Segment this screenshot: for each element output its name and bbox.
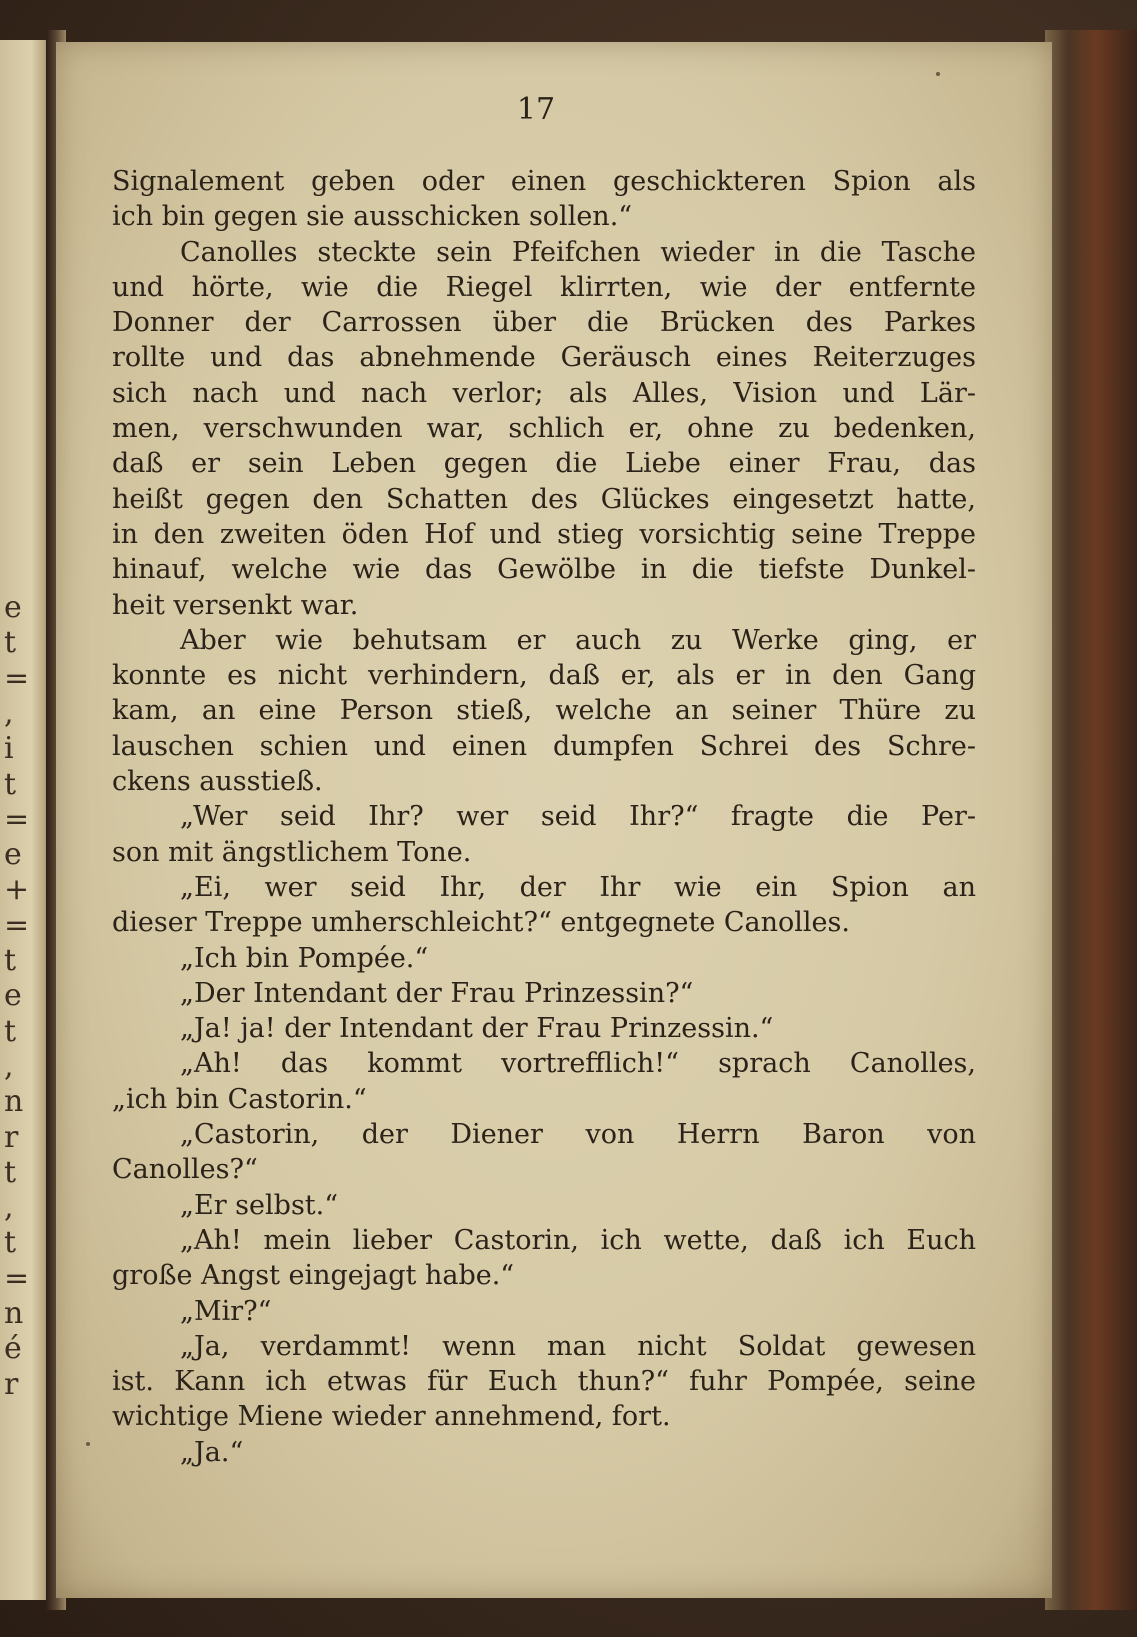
- text-line: Signalement geben oder einen geschickteren Spion als: [112, 166, 976, 197]
- text-line: daß er sein Leben gegen die Liebe einer Frau, das: [112, 448, 976, 480]
- text-line: „Ich bin Pompée.“: [180, 942, 429, 974]
- facing-page-char: ,: [4, 1190, 14, 1226]
- paper-speck: [936, 72, 940, 76]
- text-line: „Castorin, der Diener von Herrn Baron von: [180, 1119, 976, 1151]
- facing-page-char: e: [4, 837, 22, 873]
- text-line: „Der Intendant der Frau Prinzessin?“: [180, 977, 694, 1009]
- text-line: in den zweiten öden Hof und stieg vorsichtig seine Treppe: [112, 518, 976, 550]
- text-line: „Ah! das kommt vortrefflich!“ sprach Canolles,: [180, 1048, 976, 1080]
- facing-page-char: =: [4, 660, 30, 696]
- text-line: heißt gegen den Schatten des Glückes eingesetzt hatte,: [112, 483, 976, 515]
- text-line: „Ja! ja! der Intendant der Frau Prinzessin.“: [180, 1013, 774, 1045]
- text-line: lauschen schien und einen dumpfen Schrei des Schre-: [112, 730, 976, 762]
- book-page: [56, 42, 1052, 1598]
- text-line: Aber wie behutsam er auch zu Werke ging, er: [180, 624, 976, 656]
- text-line: „Mir?“: [180, 1295, 272, 1327]
- facing-page-char: t: [4, 943, 17, 978]
- facing-page-char: t: [4, 766, 17, 802]
- facing-page-char: r: [4, 1366, 19, 1402]
- text-line: „Ja.“: [180, 1436, 244, 1468]
- facing-page-char: t: [4, 625, 17, 661]
- text-line: ist. Kann ich etwas für Euch thun?“ fuhr Pompée, seine: [112, 1366, 976, 1398]
- text-line: konnte es nicht verhindern, daß er, als er in den Gang: [112, 660, 976, 692]
- facing-page-char: =: [4, 801, 30, 837]
- facing-page-char: n: [4, 1084, 24, 1120]
- facing-page-char: é: [4, 1331, 22, 1367]
- text-line: „Wer seid Ihr? wer seid Ihr?“ fragte die Per-: [180, 801, 976, 833]
- facing-page-char: e: [4, 590, 22, 625]
- text-line: „Ah! mein lieber Castorin, ich wette, daß ich Euch: [180, 1224, 976, 1256]
- text-line: ckens ausstieß.: [112, 766, 323, 798]
- facing-page-char: +: [4, 872, 30, 908]
- text-line: wichtige Miene wieder annehmend, fort.: [112, 1401, 671, 1433]
- facing-page-char: =: [4, 907, 30, 943]
- text-line: „Er selbst.“: [180, 1189, 339, 1221]
- text-line: kam, an eine Person stieß, welche an seiner Thüre zu: [112, 695, 976, 727]
- facing-page-char: =: [4, 1260, 30, 1296]
- page-text: [112, 164, 976, 1470]
- facing-page-char: t: [4, 1154, 17, 1190]
- book-cover-edge: [1045, 30, 1137, 1610]
- paper-speck: [86, 1442, 90, 1446]
- text-line: ich bin gegen sie ausschicken sollen.“: [112, 201, 633, 233]
- text-line: son mit ängstlichem Tone.: [112, 836, 472, 868]
- facing-page-char: t: [4, 1225, 17, 1261]
- text-line: dieser Treppe umherschleicht?“ entgegnete Canolles.: [112, 907, 850, 939]
- text-line: große Angst eingejagt habe.“: [112, 1260, 515, 1292]
- facing-page-char: e: [4, 978, 22, 1014]
- text-line: „ich bin Castorin.“: [112, 1083, 367, 1115]
- facing-page-char: n: [4, 1296, 24, 1331]
- facing-page-char: ,: [4, 695, 14, 731]
- text-line: heit versenkt war.: [112, 589, 359, 621]
- text-line: rollte und das abnehmende Geräusch eines Reiterzuges: [112, 342, 976, 374]
- facing-page-edge: [0, 40, 52, 1600]
- text-line: men, verschwunden war, schlich er, ohne zu bedenken,: [112, 413, 976, 445]
- text-line: hinauf, welche wie das Gewölbe in die tiefste Dunkel-: [112, 554, 976, 586]
- facing-page-char: t: [4, 1013, 17, 1049]
- text-line: sich nach und nach verlor; als Alles, Vision und Lär-: [112, 377, 976, 409]
- text-line: „Ei, wer seid Ihr, der Ihr wie ein Spion an: [180, 871, 976, 903]
- text-line: Donner der Carrossen über die Brücken des Parkes: [112, 307, 976, 339]
- facing-page-char: r: [4, 1119, 19, 1155]
- page-number: 17: [516, 92, 556, 127]
- text-line: und hörte, wie die Riegel klirrten, wie der entfernte: [112, 271, 976, 303]
- text-line: „Ja, verdammt! wenn man nicht Soldat gewesen: [180, 1330, 976, 1362]
- text-line: Canolles steckte sein Pfeifchen wieder in die Tasche: [180, 236, 976, 268]
- facing-page-char: i: [4, 731, 14, 767]
- text-line: Canolles?“: [112, 1154, 258, 1186]
- facing-page-char: ,: [4, 1048, 14, 1084]
